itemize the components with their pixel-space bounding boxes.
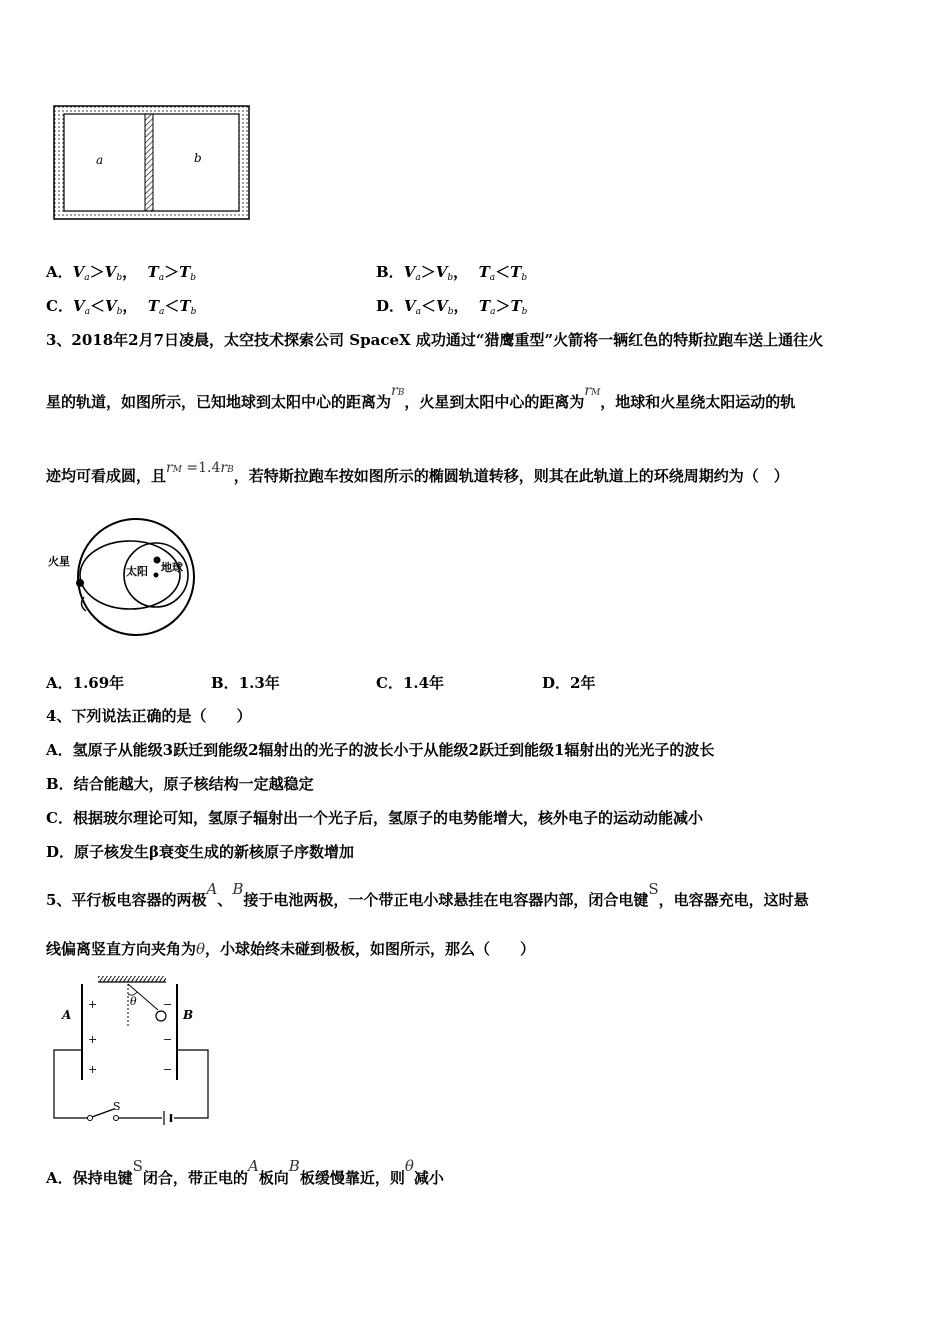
svg-text:−: − (163, 1063, 173, 1076)
q5-stem-line1: 5、平行板电容器的两极A、B接于电池两极，一个带正电小球悬挂在电容器内部，闭合电键S，电容器充电，这时悬 (46, 880, 809, 909)
svg-text:+: + (88, 1033, 98, 1046)
orbit-figure (44, 515, 204, 641)
svg-text:−: − (163, 1033, 173, 1046)
piston (145, 114, 153, 211)
theta-label: θ (130, 995, 137, 1008)
sun-label: 太阳 (126, 565, 148, 578)
ceiling (98, 976, 166, 982)
mars-label: 火星 (48, 555, 70, 568)
label-b: b (194, 151, 202, 165)
switch (92, 1109, 114, 1117)
q2-option-c[interactable]: C．$V_a<V_b$， $T_a<T_b$ (46, 297, 197, 317)
q3-option-a[interactable]: A．1.69年 (46, 674, 125, 692)
q2-option-b[interactable]: B．$V_a>V_b$， $T_a<T_b$ (376, 263, 528, 283)
q4-stem: 4、下列说法正确的是（ ） (46, 707, 252, 725)
svg-text:+: + (88, 998, 98, 1011)
q4-option-c[interactable]: C．根据玻尔理论可知，氢原子辐射出一个光子后，氢原子的电势能增大，核外电子的运动动能减小 (46, 809, 703, 827)
q5-option-a[interactable]: A．保持电键S闭合，带正电的A板向B板缓慢靠近，则θ减小 (46, 1157, 444, 1187)
sun-dot (154, 573, 159, 578)
switch-label: S (113, 1100, 121, 1113)
q3-option-c[interactable]: C．1.4年 (376, 674, 445, 692)
earth-dot (154, 557, 161, 564)
charged-ball (156, 1011, 166, 1021)
q4-option-b[interactable]: B．结合能越大，原子核结构一定越稳定 (46, 775, 314, 793)
q4-option-d[interactable]: D．原子核发生β衰变生成的新核原子序数增加 (46, 843, 354, 861)
q3-option-d[interactable]: D．2年 (542, 674, 596, 692)
mars-dot (76, 579, 84, 587)
container-figure (50, 102, 255, 224)
svg-text:−: − (163, 998, 173, 1011)
plate-b-label: B (183, 1008, 194, 1022)
svg-text:+: + (88, 1063, 98, 1076)
q3-stem-line1: 3、2018年2月7日凌晨，太空技术探索公司 SpaceX 成功通过“猎鹰重型”火箭将一辆红色的特斯拉跑车送上通往火 (46, 331, 824, 349)
q2-option-d[interactable]: D．$V_a<V_b$， $T_a>T_b$ (376, 297, 528, 317)
label-a: a (96, 153, 104, 167)
q2-option-a[interactable]: A．$V_a>V_b$， $T_a>T_b$ (46, 263, 197, 283)
q5-stem-line2: 线偏离竖直方向夹角为θ，小球始终未碰到极板，如图所示，那么（ ） (46, 940, 536, 958)
q3-option-b[interactable]: B．1.3年 (211, 674, 280, 692)
earth-label: 地球 (161, 561, 183, 574)
q3-stem-line3: 迹均可看成圆，且rM =1.4rB，若特斯拉跑车按如图所示的椭圆轨道转移，则其在此轨道上的环绕周期约为（ ） (46, 460, 789, 485)
right-wire (174, 1050, 208, 1118)
capacitor-figure (50, 972, 215, 1127)
q3-stem-line2: 星的轨道，如图所示，已知地球到太阳中心的距离为rB，火星到太阳中心的距离为rM，地球和火星绕太阳运动的轨 (46, 383, 796, 411)
q4-option-a[interactable]: A．氢原子从能级3跃迁到能级2辐射出的光子的波长小于从能级2跃迁到能级1辐射出的光光子的波长 (46, 741, 715, 759)
plate-a-label: A (62, 1008, 72, 1022)
